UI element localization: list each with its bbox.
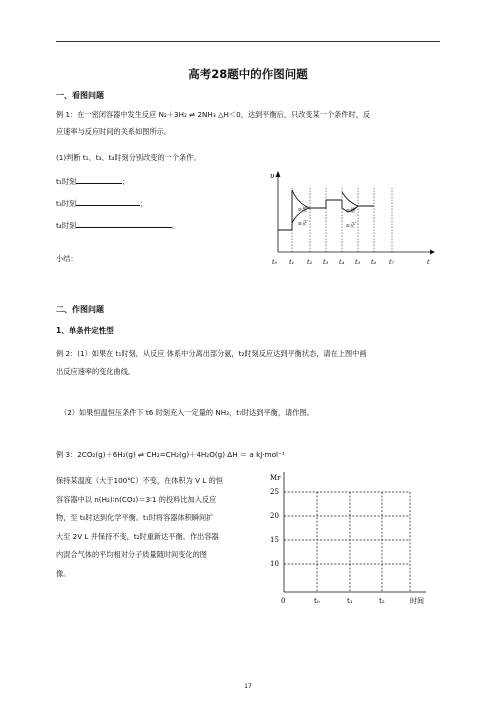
header-rule xyxy=(56,41,440,42)
blank-t1-label: t₁时刻 xyxy=(56,177,77,186)
y-axis-label: υ xyxy=(270,172,275,180)
blank-t3-label: t₃时刻 xyxy=(56,199,77,208)
time-tick-labels xyxy=(272,258,430,266)
svg-text:t₂: t₂ xyxy=(379,597,385,605)
curve-label-3: υ逆 xyxy=(346,208,356,214)
tick-t1: t₁ xyxy=(289,258,295,266)
y-tick-labels xyxy=(270,488,279,568)
blank-t4-label: t₄时刻 xyxy=(56,221,77,230)
section-2-heading: 二、作图问题 xyxy=(56,305,104,314)
question-1: (1)判断 t₁、t₃、t₄时刻分别改变的一个条件。 xyxy=(56,153,201,162)
example-3-text: 保持某温度（大于100℃）不变，在体积为 V L 的恒 容容器中以 n(H₂)∶n(CO₂)＝3∶1 的投料比加入反应 物，至 t₀时达到化学平衡。t₁时将容器体积瞬间扩 大至 2V L 并保持不变，t₂时重新达平衡。作出容器 内混合气体的平均相对分子质量随时间变化的图 像。 xyxy=(56,476,223,578)
svg-text:15: 15 xyxy=(270,536,279,544)
tick-t6: t₆ xyxy=(371,258,377,266)
tick-t5: t₅ xyxy=(355,258,361,266)
answer-line-t3[interactable] xyxy=(76,198,140,206)
tick-t0: t₀ xyxy=(272,258,278,266)
tick-t4: t₄ xyxy=(339,258,345,266)
x-tick-labels xyxy=(281,596,424,605)
blank-t4: t₄时刻 。 xyxy=(56,221,180,230)
example-2-line-1: 例 2：(1）如果在 t₁时刻，从反应 体系中分离出部分氨，t₂时刻反应达到平衡状态，请在上图中画 xyxy=(56,349,367,358)
subsection-1-heading: 1、单条件定性型 xyxy=(56,326,114,335)
time-guides xyxy=(292,188,392,252)
grid xyxy=(284,492,410,592)
curve-label-1: υ逆 xyxy=(298,207,308,213)
svg-text:20: 20 xyxy=(270,512,279,520)
page-number: 17 xyxy=(244,683,252,690)
example-2-part-2: （2）如果恒温恒压条件下 t6 时刻充入一定量的 NH₃，t₇时达到平衡，请作图。 xyxy=(60,408,314,417)
tick-t7: t₇ xyxy=(389,258,395,266)
molar-mass-time-graph xyxy=(262,466,442,606)
x-axis-label: 时间 xyxy=(410,597,424,605)
blank-t1: t₁时刻 ； xyxy=(56,177,130,186)
svg-text:25: 25 xyxy=(270,488,279,496)
x-axis-label: t xyxy=(427,258,430,266)
example-2-line-2: 出反应速率的变化曲线。 xyxy=(56,367,136,376)
svg-text:t₁: t₁ xyxy=(347,597,353,605)
example-3-equation: 例 3：2CO₂(g)＋6H₂(g) ⇌ CH₂=CH₂(g)＋4H₂O(g) ΔH ＝ a kJ·mol⁻¹ xyxy=(56,450,285,459)
svg-text:10: 10 xyxy=(270,560,279,568)
answer-line-t1[interactable] xyxy=(76,176,122,184)
blank-t3: t₃时刻 ； xyxy=(56,199,148,208)
y-axis-label: Mr xyxy=(270,474,281,482)
summary-label: 小结： xyxy=(56,254,78,263)
svg-text:t₀: t₀ xyxy=(314,597,320,605)
page-title: 高考28题中的作图问题 xyxy=(188,67,308,81)
svg-text:0: 0 xyxy=(281,597,286,605)
example-1-line-2: 应速率与反应时间的关系如图所示。 xyxy=(56,127,172,136)
rate-time-graph xyxy=(262,166,442,270)
section-1-heading: 一、看图问题 xyxy=(56,91,104,100)
curve-label-4: υ正 xyxy=(346,223,356,229)
curve-label-2: υ正 xyxy=(298,221,308,227)
y-axis-arrow xyxy=(276,171,281,177)
example-1-line-1: 例 1：在一密闭容器中发生反应 N₂＋3H₂ ⇌ 2NH₃ △H＜0，达到平衡后，只改变某一个条件时，反 xyxy=(56,110,371,119)
tick-t3: t₃ xyxy=(323,258,329,266)
tick-t2: t₂ xyxy=(307,258,313,266)
answer-line-t4[interactable] xyxy=(76,220,172,228)
x-axis-arrow xyxy=(430,250,435,255)
